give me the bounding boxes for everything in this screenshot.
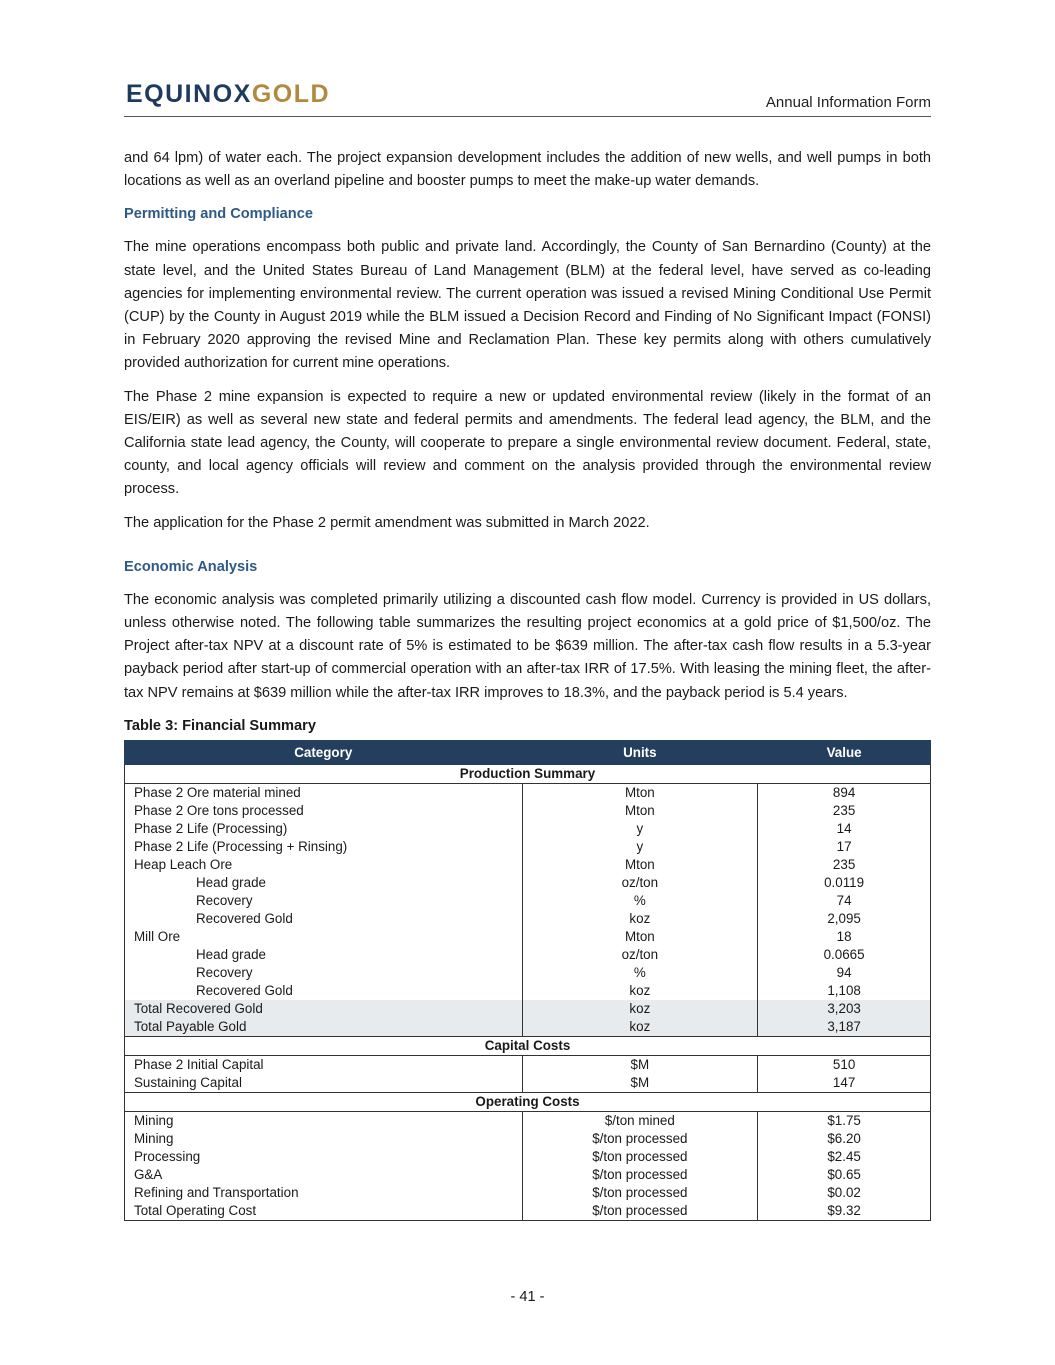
document-title: Annual Information Form (765, 94, 931, 111)
section-title: Operating Costs (125, 1093, 931, 1112)
table-row (125, 874, 931, 892)
table-header-row (125, 740, 931, 764)
heading-permitting: Permitting and Compliance (124, 206, 313, 223)
financial-summary-table (124, 740, 931, 1221)
cell-units: koz (522, 1018, 758, 1037)
cell-units: $M (522, 1056, 758, 1075)
header-value: Value (758, 740, 931, 764)
cell-value: 18 (758, 928, 931, 946)
cell-category: Recovered Gold (125, 982, 523, 1000)
cell-value: $0.65 (758, 1166, 931, 1184)
cell-units: $/ton processed (522, 1166, 758, 1184)
cell-value: 0.0665 (758, 946, 931, 964)
cell-units: $/ton processed (522, 1130, 758, 1148)
header-category: Category (125, 740, 523, 764)
cell-units: oz/ton (522, 946, 758, 964)
header-units: Units (522, 740, 758, 764)
cell-units: Mton (522, 784, 758, 803)
cell-category: Sustaining Capital (125, 1074, 523, 1093)
cell-value: 74 (758, 892, 931, 910)
cell-value: $0.02 (758, 1184, 931, 1202)
cell-units: y (522, 820, 758, 838)
paragraph-phase2-expansion: The Phase 2 mine expansion is expected to require a new or updated environmental review (likely in the format of an EIS/EIR) as well as several new state and federal permits and amendments. The federal lead agency, the BLM, and the California state lead agency, the County, will cooperate to prepare a single environmental review document. Federal, state, county, and local agency officials will review and comment on the analysis provided through the environmental review process. (124, 388, 931, 498)
cell-value: $1.75 (758, 1112, 931, 1131)
cell-value: 235 (758, 802, 931, 820)
table-row (125, 1074, 931, 1093)
logo-text-equin: EQUIN (126, 80, 213, 108)
cell-value: 3,187 (758, 1018, 931, 1037)
cell-units: y (522, 838, 758, 856)
cell-category: G&A (125, 1166, 523, 1184)
cell-category: Refining and Transportation (125, 1184, 523, 1202)
cell-units: % (522, 964, 758, 982)
cell-units: $/ton processed (522, 1184, 758, 1202)
cell-category: Total Recovered Gold (125, 1000, 523, 1018)
cell-category: Heap Leach Ore (125, 856, 523, 874)
logo-text-o: O (212, 80, 234, 108)
cell-value: 510 (758, 1056, 931, 1075)
page-content (124, 147, 931, 1221)
cell-units: % (522, 892, 758, 910)
table-section-row (125, 1093, 931, 1112)
heading-economic: Economic Analysis (124, 558, 258, 575)
cell-category: Head grade (125, 946, 523, 964)
cell-units: $M (522, 1074, 758, 1093)
table-row (125, 1018, 931, 1037)
table-row (125, 946, 931, 964)
table-row (125, 1148, 931, 1166)
cell-units: $/ton processed (522, 1148, 758, 1166)
section-title: Production Summary (125, 765, 931, 784)
cell-units: koz (522, 1000, 758, 1018)
paragraph-economic: The economic analysis was completed primarily utilizing a discounted cash flow model. Currency is provided in US dollars, unless otherwise noted. The following table summarizes the resulting project economics at a gold price of $1,500/oz. The Project after-tax NPV at a discount rate of 5% is estimated to be $639 million. The after-tax cash flow results in a 5.3-year payback period after start-up of commercial operation with an after-tax IRR of 17.5%. With leasing the mining fleet, the after-tax NPV remains at $639 million while the after-tax IRR improves to 18.3%, and the payback period is 5.4 years. (124, 591, 931, 701)
cell-value: 94 (758, 964, 931, 982)
table-row (125, 784, 931, 803)
cell-category: Mill Ore (125, 928, 523, 946)
cell-category: Phase 2 Initial Capital (125, 1056, 523, 1075)
table-row (125, 1202, 931, 1221)
table-row (125, 820, 931, 838)
cell-category: Phase 2 Life (Processing + Rinsing) (125, 838, 523, 856)
cell-value: 894 (758, 784, 931, 803)
cell-value: 3,203 (758, 1000, 931, 1018)
cell-units: Mton (522, 928, 758, 946)
table-row (125, 1184, 931, 1202)
cell-value: 17 (758, 838, 931, 856)
cell-units: koz (522, 910, 758, 928)
cell-value: 147 (758, 1074, 931, 1093)
cell-category: Head grade (125, 874, 523, 892)
cell-category: Phase 2 Ore material mined (125, 784, 523, 803)
cell-category: Mining (125, 1112, 523, 1131)
cell-value: 2,095 (758, 910, 931, 928)
paragraph-application: The application for the Phase 2 permit amendment was submitted in March 2022. (124, 514, 650, 531)
equinox-gold-logo (126, 80, 330, 109)
cell-value: 1,108 (758, 982, 931, 1000)
cell-category: Recovery (125, 964, 523, 982)
table-row (125, 1130, 931, 1148)
cell-units: Mton (522, 856, 758, 874)
cell-category: Total Operating Cost (125, 1202, 523, 1221)
cell-category: Recovered Gold (125, 910, 523, 928)
cell-category: Processing (125, 1148, 523, 1166)
cell-units: oz/ton (522, 874, 758, 892)
paragraph-mine-operations: The mine operations encompass both public and private land. Accordingly, the County of San Bernardino (County) at the state level, and the United States Bureau of Land Management (BLM) at the federal level, have served as co-leading agencies for implementing environmental review. The current operation was issued a revised Mining Conditional Use Permit (CUP) by the County in August 2019 while the BLM issued a Decision Record and Finding of No Significant Impact (FONSI) in February 2020 approving the revised Mine and Reclamation Plan. These key permits along with others cumulatively provided authorization for current mine operations. (124, 239, 931, 372)
table-row (125, 1112, 931, 1131)
table-section-row (125, 1037, 931, 1056)
table-section-row (125, 765, 931, 784)
cell-category: Phase 2 Life (Processing) (125, 820, 523, 838)
page-header (124, 80, 931, 117)
table-caption: Table 3: Financial Summary (124, 717, 316, 734)
cell-value: 235 (758, 856, 931, 874)
section-title: Capital Costs (125, 1037, 931, 1056)
table-row (125, 928, 931, 946)
table-row (125, 1000, 931, 1018)
cell-value: $2.45 (758, 1148, 931, 1166)
table-row (125, 892, 931, 910)
cell-value: 0.0119 (758, 874, 931, 892)
logo-text-x: X (233, 80, 252, 108)
table-row (125, 802, 931, 820)
table-row (125, 838, 931, 856)
cell-category: Total Payable Gold (125, 1018, 523, 1037)
table-row (125, 1056, 931, 1075)
table-row (125, 910, 931, 928)
table-row (125, 964, 931, 982)
cell-category: Mining (125, 1130, 523, 1148)
paragraph-water: and 64 lpm) of water each. The project expansion development includes the addition of new wells, and well pumps in both locations as well as an overland pipeline and booster pumps to meet the make-up water demands. (124, 150, 931, 190)
cell-category: Phase 2 Ore tons processed (125, 802, 523, 820)
cell-value: $6.20 (758, 1130, 931, 1148)
cell-units: Mton (522, 802, 758, 820)
cell-units: $/ton mined (522, 1112, 758, 1131)
logo-text-gold: GOLD (251, 80, 331, 108)
cell-value: $9.32 (758, 1202, 931, 1221)
page-number: - 41 - (510, 1289, 545, 1305)
table-row (125, 1166, 931, 1184)
cell-units: koz (522, 982, 758, 1000)
table-row (125, 982, 931, 1000)
table-row (125, 856, 931, 874)
cell-category: Recovery (125, 892, 523, 910)
cell-value: 14 (758, 820, 931, 838)
cell-units: $/ton processed (522, 1202, 758, 1221)
